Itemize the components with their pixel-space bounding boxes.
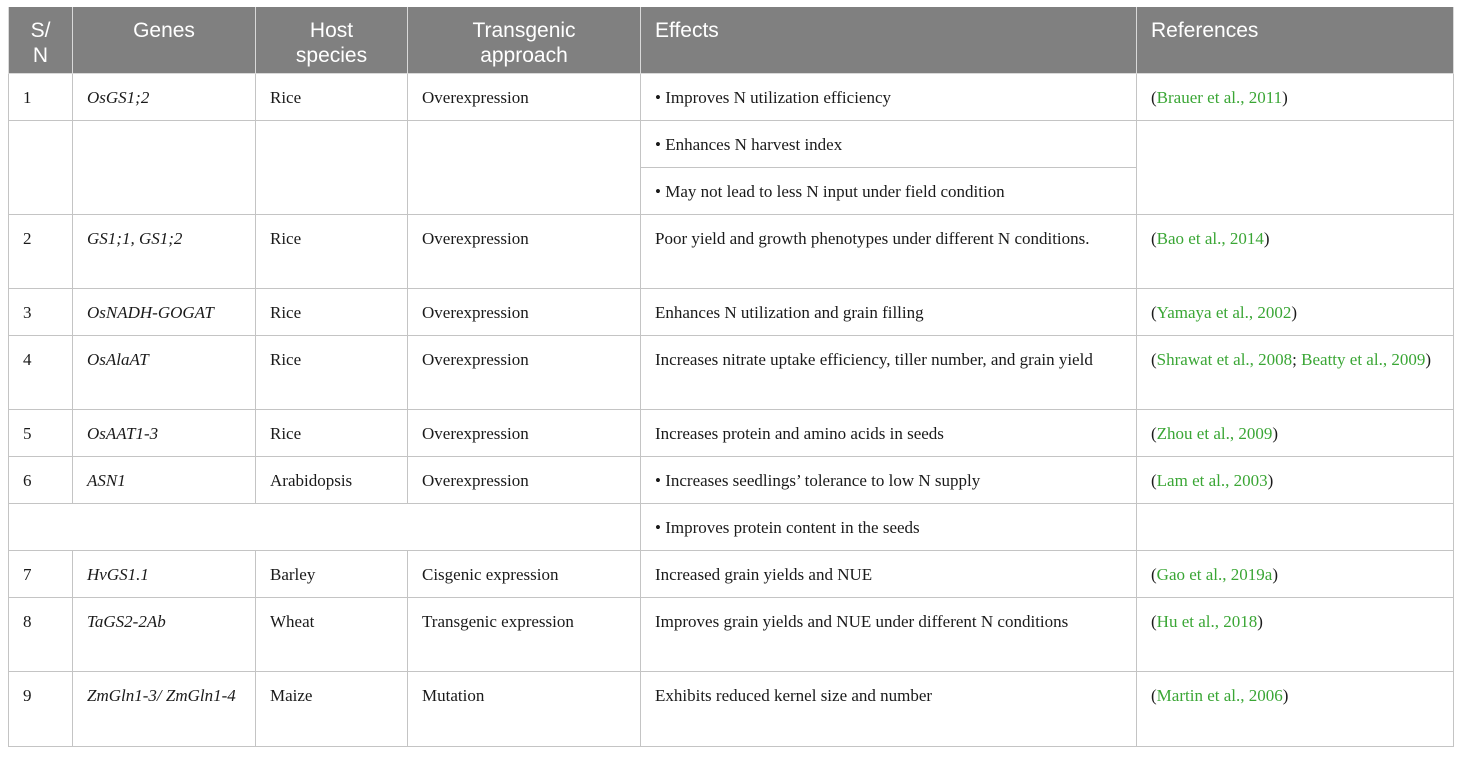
cell-references — [1137, 120, 1454, 214]
table-row — [9, 335, 1454, 409]
cell-gene: OsNADH-GOGAT — [73, 288, 256, 335]
cell-gene: TaGS2-2Ab — [73, 597, 256, 671]
cell-host: Wheat — [256, 597, 408, 671]
cell-gene: HvGS1.1 — [73, 550, 256, 597]
reference-link[interactable]: Yamaya et al., 2002 — [1156, 302, 1292, 322]
cell-effect: • Increases seedlings’ tolerance to low N supply — [641, 456, 1137, 503]
cell-effect: Improves grain yields and NUE under different N conditions — [641, 597, 1137, 671]
cell-references: (Brauer et al., 2011) — [1137, 73, 1454, 120]
reference-link[interactable]: Beatty et al., 2009 — [1301, 349, 1426, 369]
cell-effect: • Improves N utilization efficiency — [641, 73, 1137, 120]
table-row — [9, 120, 1454, 167]
cell-host: Rice — [256, 214, 408, 288]
cell-references: (Bao et al., 2014) — [1137, 214, 1454, 288]
header-sn: S/ N — [9, 7, 73, 73]
table-row — [9, 456, 1454, 503]
reference-link[interactable]: Hu et al., 2018 — [1156, 611, 1258, 631]
table-row — [9, 214, 1454, 288]
cell-references: (Shrawat et al., 2008; Beatty et al., 2009) — [1137, 335, 1454, 409]
table-row — [9, 671, 1454, 746]
cell-references: (Zhou et al., 2009) — [1137, 409, 1454, 456]
cell-sn: 3 — [9, 288, 73, 335]
table-row — [9, 288, 1454, 335]
cell-host: Rice — [256, 335, 408, 409]
cell-sn — [9, 120, 73, 214]
table-row — [9, 503, 1454, 550]
cell-host: Rice — [256, 288, 408, 335]
table-row — [9, 597, 1454, 671]
cell-gene: GS1;1, GS1;2 — [73, 214, 256, 288]
cell-references — [1137, 503, 1454, 550]
table-row — [9, 409, 1454, 456]
cell-approach: Overexpression — [408, 73, 641, 120]
reference-link[interactable]: Lam et al., 2003 — [1156, 470, 1268, 490]
cell-effect: • Enhances N harvest index — [641, 120, 1137, 167]
cell-references: (Gao et al., 2019a) — [1137, 550, 1454, 597]
cell-effect: Exhibits reduced kernel size and number — [641, 671, 1137, 746]
cell-approach: Mutation — [408, 671, 641, 746]
cell-references: (Hu et al., 2018) — [1137, 597, 1454, 671]
cell-references: (Martin et al., 2006) — [1137, 671, 1454, 746]
reference-link[interactable]: Martin et al., 2006 — [1156, 685, 1283, 705]
cell-approach: Transgenic expression — [408, 597, 641, 671]
header-host-species: Host species — [256, 7, 408, 73]
cell-sn: 8 — [9, 597, 73, 671]
header-genes: Genes — [73, 7, 256, 73]
cell-effect: Increases nitrate uptake efficiency, tiller number, and grain yield — [641, 335, 1137, 409]
cell-host: Rice — [256, 409, 408, 456]
cell-gene: ASN1 — [73, 456, 256, 503]
cell-gene: OsAAT1-3 — [73, 409, 256, 456]
cell-host: Barley — [256, 550, 408, 597]
cell-approach: Overexpression — [408, 409, 641, 456]
cell-empty-span — [9, 503, 641, 550]
cell-effect: Enhances N utilization and grain filling — [641, 288, 1137, 335]
cell-host: Maize — [256, 671, 408, 746]
cell-approach: Cisgenic expression — [408, 550, 641, 597]
table-row — [9, 550, 1454, 597]
header-effects: Effects — [641, 7, 1137, 73]
reference-link[interactable]: Brauer et al., 2011 — [1156, 87, 1283, 107]
cell-sn: 2 — [9, 214, 73, 288]
cell-sn: 4 — [9, 335, 73, 409]
reference-link[interactable]: Gao et al., 2019a — [1156, 564, 1273, 584]
gene-table — [8, 7, 1454, 747]
cell-effect: • Improves protein content in the seeds — [641, 503, 1137, 550]
table-row — [9, 73, 1454, 120]
header-transgenic-approach: Transgenic approach — [408, 7, 641, 73]
cell-effect: Poor yield and growth phenotypes under different N conditions. — [641, 214, 1137, 288]
cell-effect: Increases protein and amino acids in seeds — [641, 409, 1137, 456]
cell-approach: Overexpression — [408, 456, 641, 503]
cell-references: (Lam et al., 2003) — [1137, 456, 1454, 503]
header-row — [9, 7, 1454, 73]
cell-gene: ZmGln1-3/ ZmGln1-4 — [73, 671, 256, 746]
cell-gene — [73, 120, 256, 214]
cell-host: Arabidopsis — [256, 456, 408, 503]
cell-sn: 1 — [9, 73, 73, 120]
cell-approach: Overexpression — [408, 335, 641, 409]
cell-sn: 5 — [9, 409, 73, 456]
cell-host: Rice — [256, 73, 408, 120]
cell-gene: OsAlaAT — [73, 335, 256, 409]
cell-sn: 7 — [9, 550, 73, 597]
cell-references: (Yamaya et al., 2002) — [1137, 288, 1454, 335]
cell-host — [256, 120, 408, 214]
reference-link[interactable]: Shrawat et al., 2008 — [1156, 349, 1293, 369]
cell-gene: OsGS1;2 — [73, 73, 256, 120]
cell-effect: Increased grain yields and NUE — [641, 550, 1137, 597]
cell-effect: • May not lead to less N input under field condition — [641, 167, 1137, 214]
header-references: References — [1137, 7, 1454, 73]
cell-approach — [408, 120, 641, 214]
reference-link[interactable]: Bao et al., 2014 — [1156, 228, 1264, 248]
cell-approach: Overexpression — [408, 288, 641, 335]
cell-approach: Overexpression — [408, 214, 641, 288]
reference-link[interactable]: Zhou et al., 2009 — [1156, 423, 1273, 443]
cell-sn: 9 — [9, 671, 73, 746]
cell-sn: 6 — [9, 456, 73, 503]
